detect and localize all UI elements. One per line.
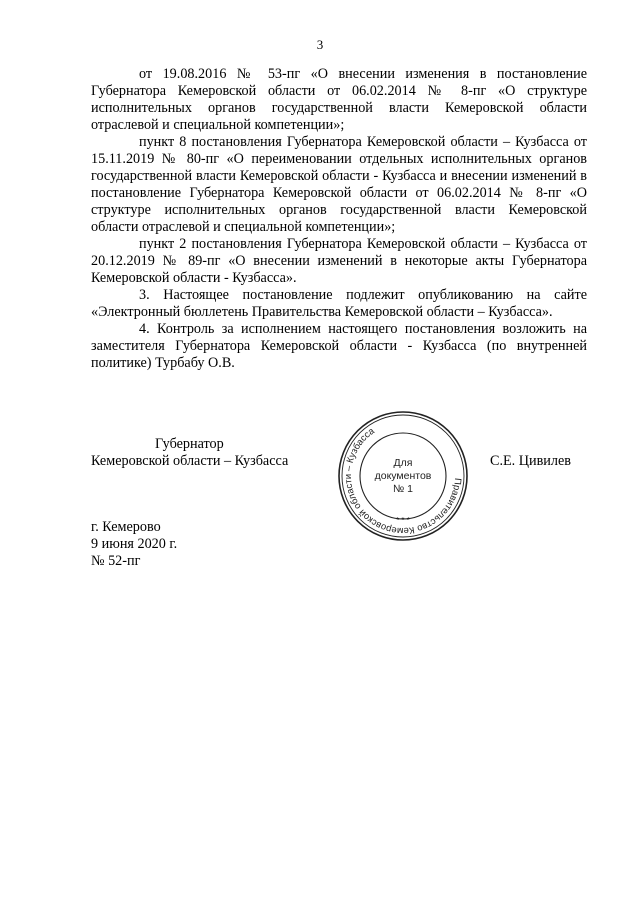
signatory-region: Кемеровской области – Кузбасса bbox=[91, 453, 289, 469]
issue-date: 9 июня 2020 г. bbox=[91, 536, 178, 552]
paragraph-amendment-2016: от 19.08.2016 № 53-пг «О внесении изменения в постановление Губернатора Кемеровской области от 06.02.2014 № 8-пг «О структуре исполнительных органов государственной власти Кемеровской области отраслевой и специальной компетенции»; bbox=[91, 66, 587, 133]
seal-center-line-1: Для bbox=[393, 457, 413, 469]
page-number: 3 bbox=[316, 37, 324, 52]
paragraph-control: 4. Контроль за исполнением настоящего постановления возложить на заместителя Губернатора Кемеровской области - Кузбасса (по внутренней политике) Турбабу О.В. bbox=[91, 321, 587, 371]
paragraph-publication: 3. Настоящее постановление подлежит опубликованию на сайте «Электронный бюллетень Правительства Кемеровской области – Кузбасса». bbox=[91, 287, 587, 320]
official-seal bbox=[337, 410, 469, 542]
paragraph-point-2: пункт 2 постановления Губернатора Кемеровской области – Кузбасса от 20.12.2019 № 89-пг «О внесении изменений в некоторые акты Губернатора Кемеровской области - Кузбасса». bbox=[91, 236, 587, 286]
document-body bbox=[91, 66, 587, 372]
seal-center-line-2: документов bbox=[374, 470, 432, 482]
seal-center-line-3: № 1 bbox=[392, 483, 414, 495]
seal-ring-text: Правительство Кемеровской области – Кузбасса bbox=[341, 424, 465, 538]
document-number: № 52-пг bbox=[91, 553, 141, 569]
paragraph-point-8: пункт 8 постановления Губернатора Кемеровской области – Кузбасса от 15.11.2019 № 80-пг «О переименовании отдельных исполнительных органов государственной власти Кемеровской области - Кузбасса и внесении изменений в постановление Губернатора Кемеровской области от 06.02.2014 № 8-пг «О структуре исполнительных органов государственной власти Кемеровской области отраслевой и специальной компетенции»; bbox=[91, 134, 587, 235]
signatory-title: Губернатор bbox=[155, 436, 224, 452]
signatory-name: С.Е. Цивилев bbox=[490, 453, 571, 469]
seal-stars: * * * bbox=[396, 516, 410, 525]
issue-place: г. Кемерово bbox=[91, 519, 161, 535]
